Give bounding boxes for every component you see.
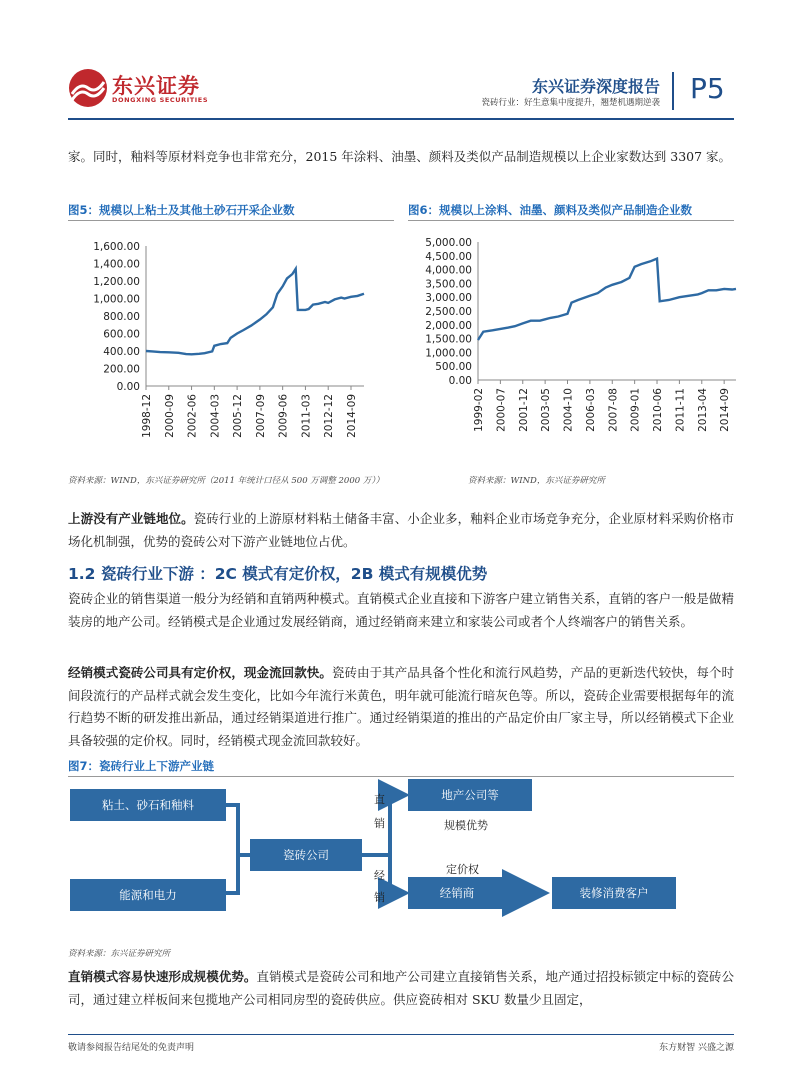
fig5-x-tick-label: 2012-12: [323, 394, 336, 438]
fig6-x-tick-label: 2004-10: [562, 388, 575, 432]
logo-text: 东兴证券: [112, 74, 200, 98]
report-subtitle: 瓷砖行业：好生意集中度提升，翘楚机遇期逆袭: [481, 98, 660, 108]
fig6-x-tick-label: 2006-03: [584, 388, 597, 432]
fig6-y-tick-label: 4,000.00: [425, 264, 472, 277]
fig6-line-chart: [408, 228, 738, 458]
fig5-x-tick-label: 2014-09: [345, 394, 358, 438]
upstream-text: 瓷砖行业的上游原材料粘土储备丰富、小企业多，釉料企业市场竞争充分，企业原材料采购价格市场化机制强，优势的瓷砖公对下游产业链地位占优。: [68, 511, 734, 549]
raw-to-tile-connector: [226, 805, 250, 855]
upstream-paragraph: [68, 508, 734, 553]
fig5-x-tick-label: 2002-06: [186, 394, 199, 438]
fig6-title: 图6：规模以上涂料、油墨、颜料及类似产品制造企业数: [408, 203, 692, 217]
fig5-y-tick-label: 1,400.00: [93, 258, 140, 271]
fig6-x-tick-label: 2009-01: [629, 388, 642, 432]
raw-materials-label: 粘土、砂石和釉料: [102, 798, 194, 812]
fig5-x-tick-label: 2000-09: [163, 394, 176, 438]
dealer-channel-label-2: 销: [374, 891, 385, 904]
fig6-y-tick-label: 1,500.00: [425, 333, 472, 346]
fig5-y-tick-label: 200.00: [103, 363, 140, 376]
value-chain-diagram: [68, 775, 734, 935]
fig6-y-tick-label: 3,000.00: [425, 292, 472, 305]
fig6-y-tick-label: 4,500.00: [425, 250, 472, 263]
pricing-power-label: 定价权: [446, 863, 479, 876]
consumer-box: [552, 877, 676, 909]
fig6-y-tick-label: 0.00: [448, 375, 472, 387]
footer-disclaimer: 敬请参阅报告结尾处的免责声明: [68, 1043, 195, 1053]
fig5-title-rule: [68, 220, 394, 221]
fig6-x-tick-label: 2013-04: [696, 388, 709, 432]
fig6-title-rule: [408, 220, 734, 221]
fig6-x-tick-label: 1999-02: [473, 388, 485, 432]
fig7-source: 资料来源：东兴证券研究所: [68, 949, 171, 959]
direct-label-2: 销: [374, 817, 385, 830]
fig6-x-tick-label: 2011-11: [674, 388, 687, 432]
energy-label: 能源和电力: [119, 888, 177, 902]
fig5-line-chart: [68, 228, 388, 458]
logo-english-text: DONGXING SECURITIES: [112, 96, 209, 104]
fig5-x-tick-label: 1998-12: [141, 394, 153, 438]
dealer-channel-label-1: 经: [374, 869, 385, 882]
fig6-y-tick-label: 1,000.00: [425, 347, 472, 360]
direct-lead: 直销模式容易快速形成规模优势。: [68, 969, 257, 984]
tile-company-label: 瓷砖公司: [283, 848, 329, 862]
fig7-title: 图7：瓷砖行业上下游产业链: [68, 759, 215, 773]
fig5-y-tick-label: 800.00: [103, 311, 140, 323]
dealer-text: 瓷砖由于其产品具备个性化和流行风趋势，产品的更新迭代较快，每个时间段流行的产品样式就会发生变化，比如今年流行米黄色，明年就可能流行暗灰色等。所以，瓷砖企业需要根据每年的流行趋势不断的研发推出新品，通过经销渠道进行推广。通过经销渠道的推出的产品定价由厂家主导，所以经销模式下企业具备较强的定价权。同时，经销模式现金流回款较好。: [68, 665, 734, 748]
direct-label-1: 直: [374, 793, 385, 806]
fig5-y-tick-label: 1,000.00: [93, 293, 140, 306]
energy-to-tile-connector: [226, 855, 250, 893]
dealer-lead: 经销模式瓷砖公司具有定价权，现金流回款快。: [68, 665, 332, 680]
fig6-x-tick-label: 2010-06: [652, 388, 665, 432]
fig6-y-tick-label: 5,000.00: [425, 237, 472, 249]
fig5-x-tick-label: 2004-03: [209, 394, 222, 438]
direct-sales-paragraph: [68, 966, 734, 1011]
dealer-box: [408, 877, 506, 909]
header-divider: [672, 72, 674, 110]
fig6-x-tick-label: 2000-07: [495, 388, 508, 432]
page-header: [0, 0, 800, 122]
section-title: 1.2 瓷砖行业下游 ：2C 模式有定价权，2B 模式有规模优势: [68, 565, 488, 583]
fig5-x-tick-label: 2009-06: [277, 394, 290, 438]
report-title: 东兴证券深度报告: [531, 77, 660, 96]
fig6-x-tick-label: 2001-12: [517, 388, 530, 432]
fig5-y-tick-label: 1,600.00: [93, 241, 140, 253]
fig5-x-tick-label: 2011-03: [300, 394, 313, 438]
footer-rule: [68, 1034, 734, 1035]
energy-box: [70, 879, 226, 911]
fig6-x-tick-label: 2007-08: [607, 388, 620, 432]
fig6-x-tick-label: 2003-05: [540, 388, 553, 432]
header-rule: [68, 118, 734, 120]
fig6-x-tick-label: 2014-09: [719, 388, 732, 432]
fig5-title: 图5：规模以上粘土及其他土砂石开采企业数: [68, 203, 295, 217]
fig5-y-tick-label: 400.00: [103, 346, 140, 358]
page-number: P5: [690, 72, 725, 105]
dealer-paragraph: [68, 662, 734, 752]
tile-company-box: [250, 839, 362, 871]
intro-paragraph: 家。同时，釉料等原材料竞争也非常充分，2015 年涂料、油墨、颜料及类似产品制造规模以上企业家数达到 3307 家。: [68, 149, 732, 164]
property-label: 地产公司等: [441, 788, 499, 802]
raw-materials-box: [70, 789, 226, 821]
fig5-source: 资料来源：WIND，东兴证券研究所（2011 年统计口径从 500 万调整 2000 万））: [68, 476, 385, 486]
fig6-y-tick-label: 500.00: [435, 361, 472, 374]
scale-advantage-label: 规模优势: [444, 819, 488, 832]
property-box: [408, 779, 532, 811]
fig5-series-line: [146, 269, 364, 355]
fig5-x-tick-label: 2007-09: [254, 394, 267, 438]
fig6-y-tick-label: 3,500.00: [425, 278, 472, 291]
direct-text: 直销模式是瓷砖公司和地产公司建立直接销售关系，地产通过招投标锁定中标的瓷砖公司，通过建立样板间来包揽地产公司相同房型的瓷砖供应。供应瓷砖相对 SKU 数量少且固定，: [68, 969, 734, 1007]
footer-slogan: 东方财智 兴盛之源: [659, 1043, 734, 1053]
dongxing-logo-icon: [68, 68, 108, 108]
fig5-y-tick-label: 0.00: [116, 381, 140, 393]
fig5-y-tick-label: 1,200.00: [93, 276, 140, 288]
dealer-label: 经销商: [439, 886, 475, 900]
fig6-series-line: [478, 259, 736, 340]
fig5-y-tick-label: 600.00: [103, 328, 140, 341]
consumer-label: 装修消费客户: [579, 886, 649, 900]
fig6-source: 资料来源：WIND，东兴证券研究所: [468, 476, 605, 486]
upstream-lead: 上游没有产业链地位。: [68, 511, 194, 526]
fig5-x-tick-label: 2005-12: [232, 394, 245, 438]
fig6-y-tick-label: 2,500.00: [425, 306, 472, 318]
fig6-y-tick-label: 2,000.00: [425, 319, 472, 332]
channels-paragraph: 瓷砖企业的销售渠道一般分为经销和直销两种模式。直销模式企业直接和下游客户建立销售关系，直销的客户一般是做精装房的地产公司。经销模式是企业通过发展经销商，通过经销商来建立和家装公司或者个人终端客户的销售关系。: [68, 591, 734, 629]
